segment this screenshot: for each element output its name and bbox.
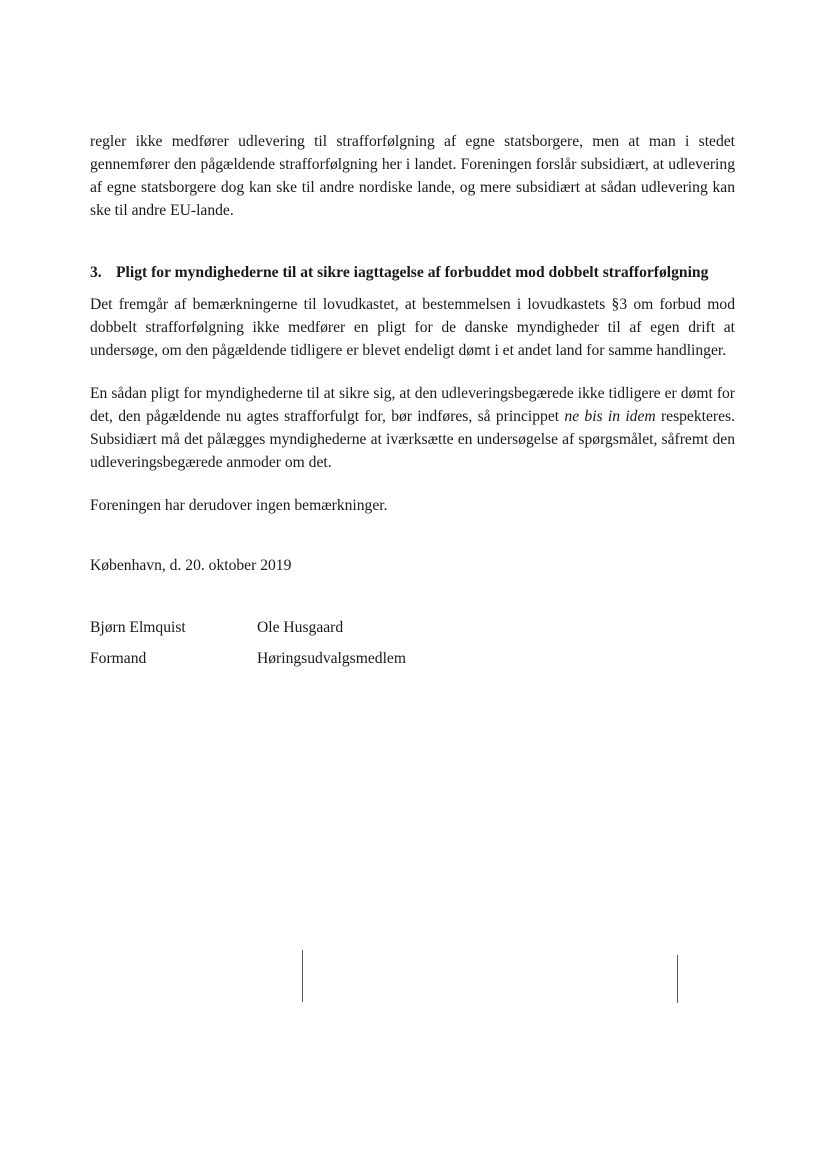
dateline: København, d. 20. oktober 2019 (90, 557, 292, 574)
closing-statement: Foreningen har derudover ingen bemærkninger. (90, 497, 388, 514)
signatory-2-title: Høringsudvalgsmedlem (257, 650, 406, 667)
scan-mark-left (302, 950, 303, 1002)
paragraph-ne-bis-in-idem-remarks: Det fremgår af bemærkningerne til lovudkastet, at bestemmelsen i lovudkastets §3 om forbud mod dobbelt strafforfølgning ikke medfører en pligt for de danske myndigheder til af egen drift at undersøge, om den pågældende tidligere er blevet endeligt dømt i et andet land for samme handlinger. (90, 296, 735, 359)
signatory-1-title: Formand (90, 650, 147, 667)
signatory-2-name: Ole Husgaard (257, 619, 344, 636)
paragraph-extradition-nationals: regler ikke medfører udlevering til strafforfølgning af egne statsborgere, men at man i stedet gennemfører den pågældende strafforfølgning her i landet. Foreningen forslår subsidiært, at udlevering af egne statsborgere dog kan ske til andre nordiske lande, og mere subsidiært at sådan udlevering kan ske til andre EU-lande. (90, 133, 735, 219)
scan-mark-right (677, 955, 678, 1003)
paragraph-3-part-1: En sådan pligt for myndighederne til at sikre sig, at den udleveringsbegærede ikke tidligere er dømt for det, den pågældende nu agtes strafforfulgt for, bør indføres, så princippet (90, 385, 735, 425)
paragraph-3-part-2: respekteres. Subsidiært må det pålægges myndighederne at iværksætte en undersøgelse af spørgsmålet, såfremt den udleveringsbegærede anmoder om det. (90, 408, 735, 471)
section-heading (90, 262, 750, 284)
section-title: Pligt for myndighederne til at sikre iagttagelse af forbuddet mod dobbelt strafforfølgning (116, 264, 709, 281)
latin-principle: ne bis in idem (564, 408, 656, 425)
signatory-1-name: Bjørn Elmquist (90, 619, 186, 636)
paragraph-duty-proposal (90, 382, 735, 474)
section-number: 3. (90, 264, 102, 281)
